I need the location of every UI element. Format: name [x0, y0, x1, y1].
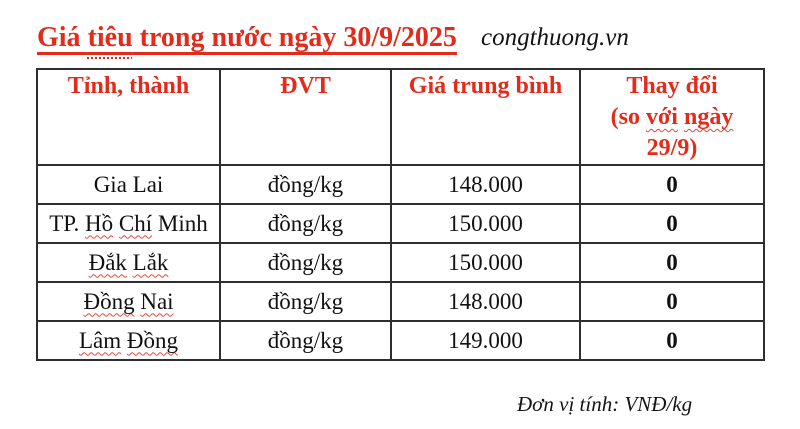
title-squiggled-word: tiêu — [87, 22, 133, 53]
table-row — [37, 321, 764, 360]
squiggled-word: Lắk — [132, 249, 169, 275]
unit-note: Đơn vị tính: VNĐ/kg — [517, 392, 693, 416]
squiggled-word: ngày — [683, 104, 734, 130]
price-cell: 148.000 — [391, 282, 580, 321]
header-row — [37, 69, 764, 165]
unit-cell: đồng/kg — [220, 321, 391, 360]
unit-cell: đồng/kg — [220, 165, 391, 204]
page-title — [37, 22, 457, 54]
title-text-fragment: Giá — [37, 22, 88, 53]
text-fragment: (so — [610, 104, 646, 130]
squiggled-word: Chí — [118, 210, 153, 236]
change-cell: 0 — [580, 282, 764, 321]
squiggled-word: Nai — [140, 288, 174, 314]
header-line — [581, 71, 763, 102]
squiggled-word: Đồng — [126, 327, 179, 353]
col-header-unit: ĐVT — [220, 69, 391, 165]
province-cell — [37, 165, 220, 204]
province-cell — [37, 282, 220, 321]
change-cell: 0 — [580, 204, 764, 243]
header-line — [581, 133, 763, 164]
change-cell: 0 — [580, 321, 764, 360]
unit-cell: đồng/kg — [220, 282, 391, 321]
col-header-avg-price: Giá trung bình — [391, 69, 580, 165]
squiggled-word: Đồng — [83, 288, 135, 314]
province-cell — [37, 321, 220, 360]
table-row — [37, 282, 764, 321]
price-cell: 150.000 — [391, 204, 580, 243]
squiggled-word: Lâm — [78, 327, 122, 353]
text-fragment: Minh — [152, 210, 208, 236]
unit-cell: đồng/kg — [220, 204, 391, 243]
change-cell: 0 — [580, 165, 764, 204]
province-cell — [37, 243, 220, 282]
change-cell: 0 — [580, 243, 764, 282]
province-cell — [37, 204, 220, 243]
text-fragment: TP. — [49, 210, 86, 236]
text-fragment: 29/9) — [646, 135, 698, 161]
squiggled-word: Đắk — [88, 249, 127, 275]
table-row — [37, 165, 764, 204]
title-text-fragment: trong nước ngày 30/9/2025 — [132, 22, 457, 53]
price-cell: 149.000 — [391, 321, 580, 360]
squiggled-word: với — [646, 104, 678, 130]
header-line — [581, 102, 763, 133]
text-fragment: Thay đổi — [626, 73, 718, 99]
table-body — [37, 165, 764, 360]
unit-cell: đồng/kg — [220, 243, 391, 282]
squiggled-word: Hồ — [85, 210, 114, 236]
price-cell: 150.000 — [391, 243, 580, 282]
col-header-change — [580, 69, 764, 165]
text-fragment: Gia Lai — [93, 171, 164, 197]
table-row — [37, 243, 764, 282]
col-header-province: Tỉnh, thành — [37, 69, 220, 165]
source-watermark: congthuong.vn — [481, 24, 629, 51]
table-row — [37, 204, 764, 243]
price-table — [36, 68, 765, 361]
price-cell: 148.000 — [391, 165, 580, 204]
